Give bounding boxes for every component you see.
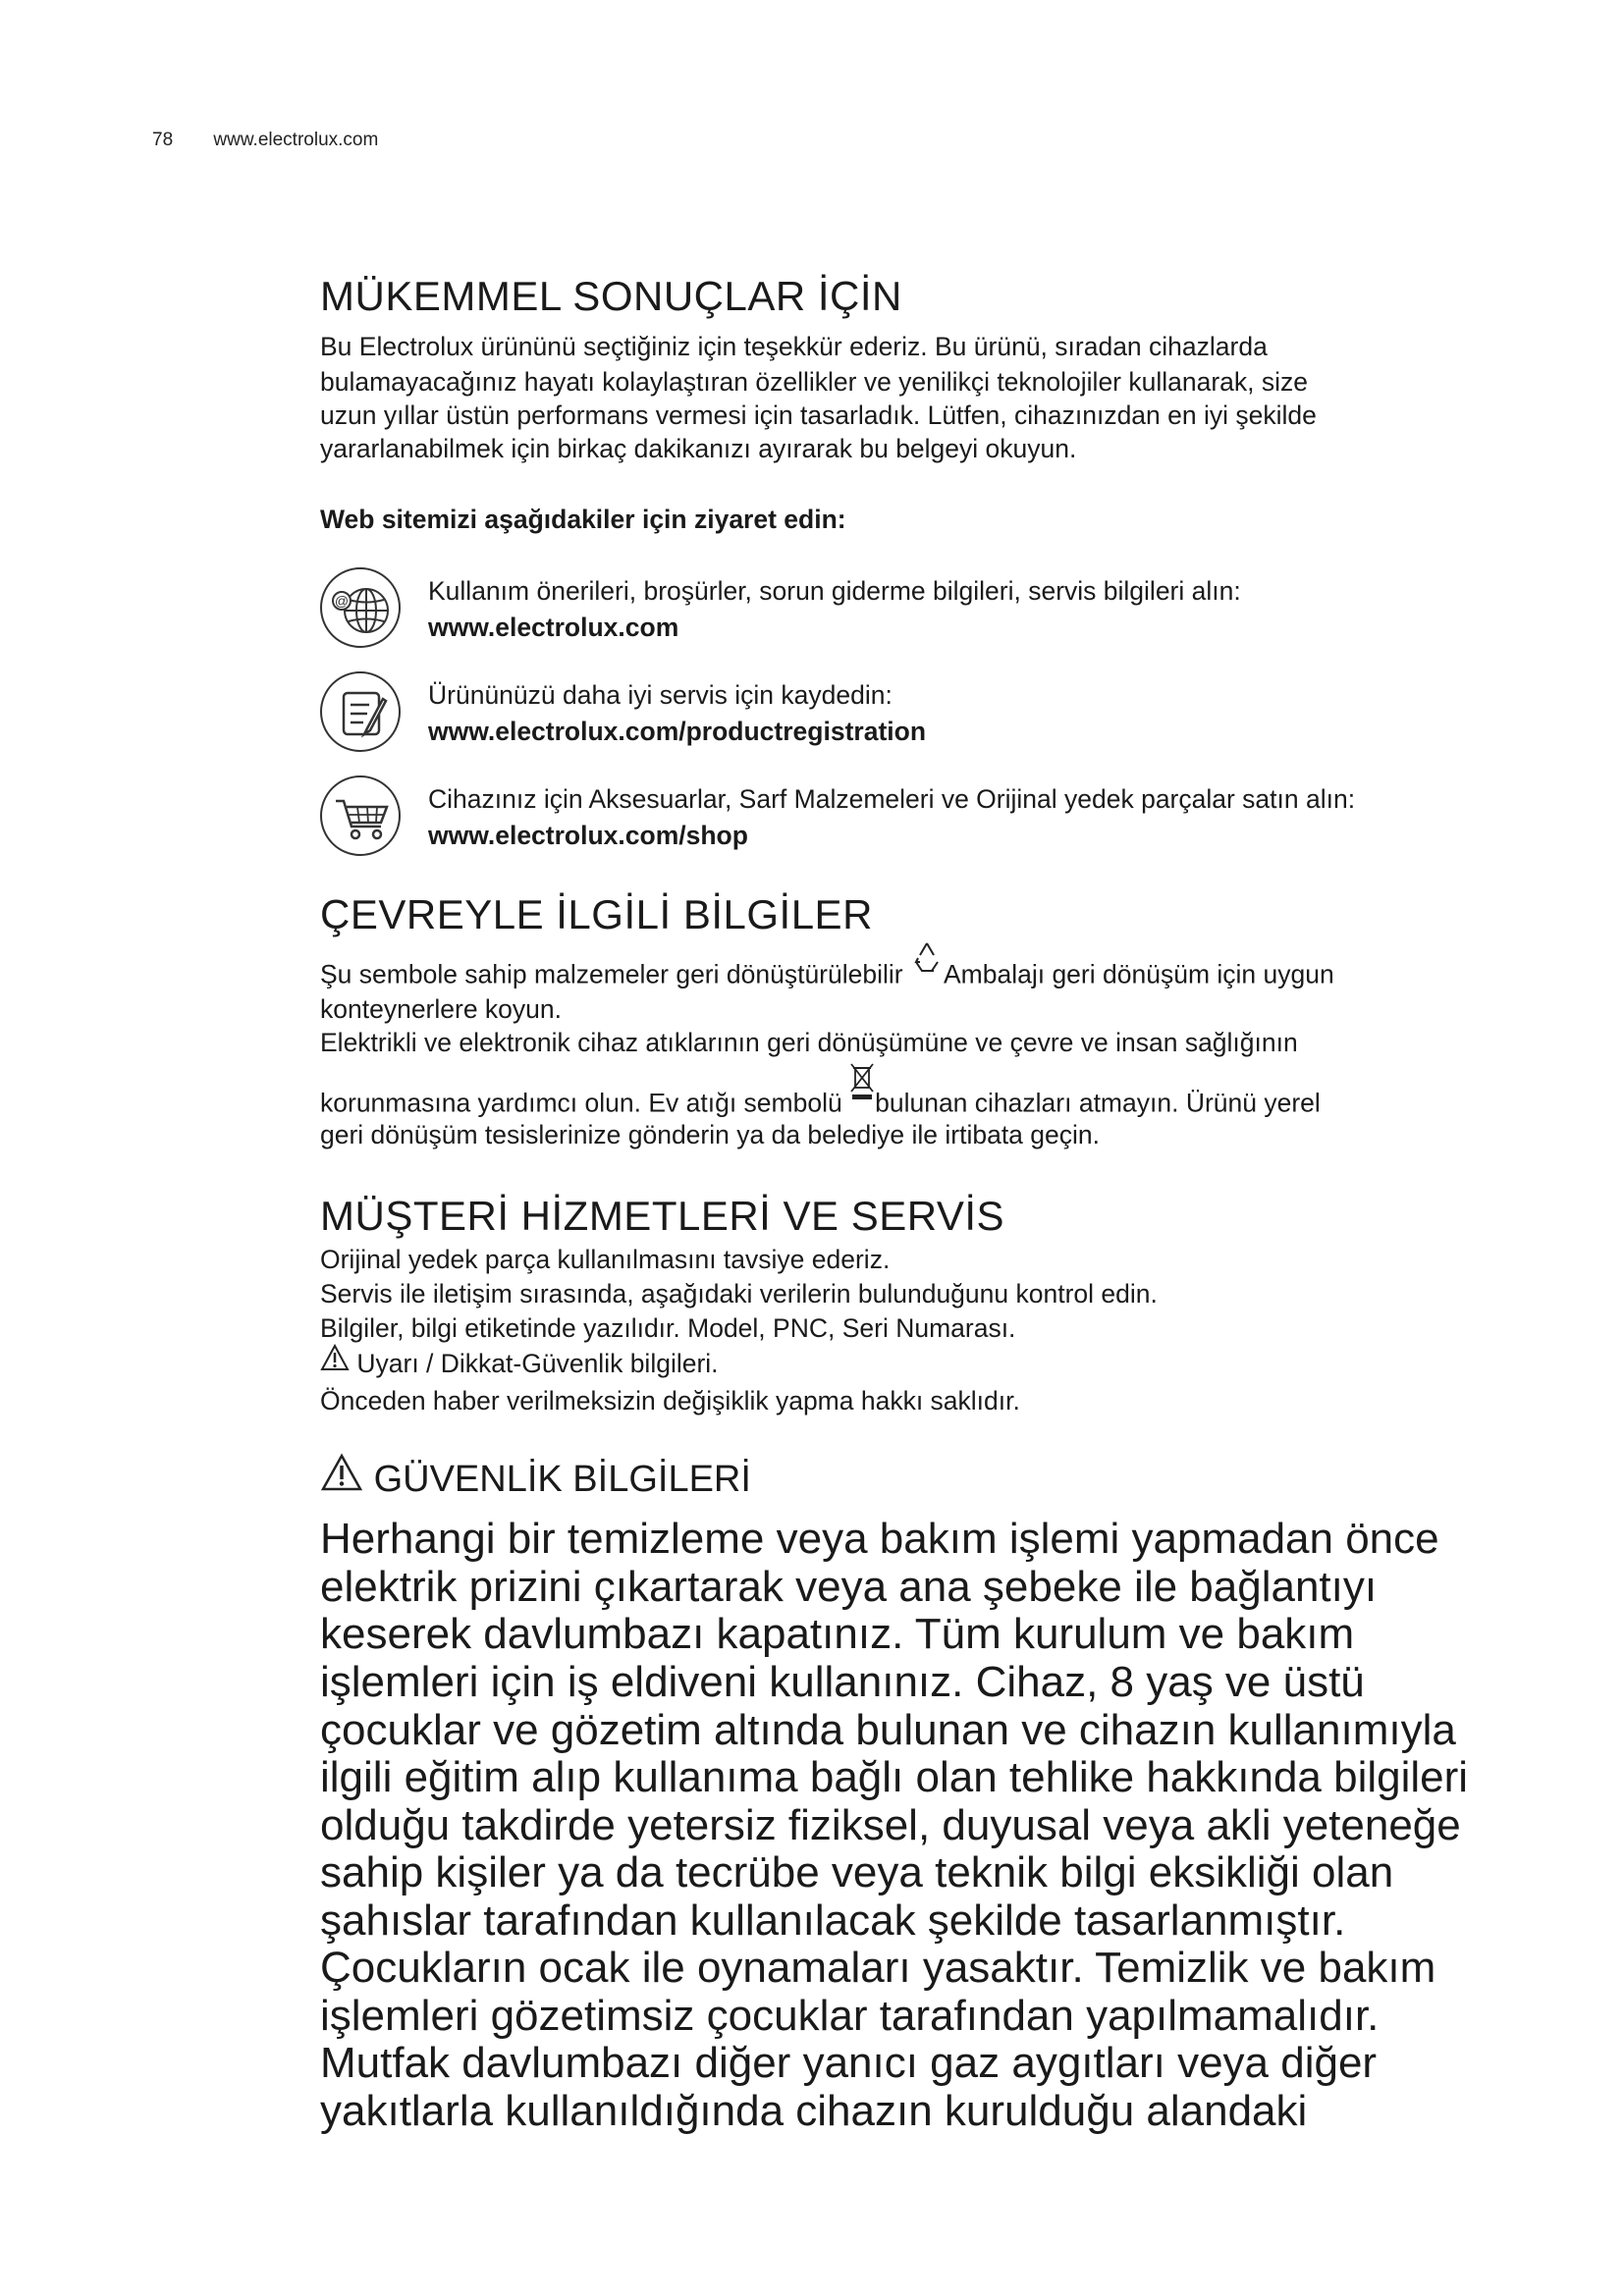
safety-line-12: Mutfak davlumbazı diğer yanıcı gaz aygıtları veya diğer bbox=[320, 2039, 1378, 2087]
web-item-support-text: Kullanım önerileri, broşürler, sorun giderme bilgileri, servis bilgileri alın: bbox=[428, 576, 1241, 606]
safety-line-5: çocuklar ve gözetim altında bulunan ve cihazın kullanımıyla bbox=[320, 1706, 1456, 1754]
safety-line-1: Herhangi bir temizleme veya bakım işlemi yapmadan önce bbox=[320, 1515, 1439, 1563]
intro-line-1: Bu Electrolux ürününü seçtiğiniz için teşekkür ederiz. Bu ürünü, sıradan cihazlarda bbox=[320, 332, 1268, 361]
web-item-registration-text: Ürününüzü daha iyi servis için kaydedin: bbox=[428, 680, 893, 710]
service-line-3: Bilgiler, bilgi etiketinde yazılıdır. Model, PNC, Seri Numarası. bbox=[320, 1313, 1016, 1343]
safety-line-9: şahıslar tarafından kullanılacak şekilde tasarlanmıştır. bbox=[320, 1896, 1346, 1945]
safety-line-3: keserek davlumbazı kapatınız. Tüm kurulum ve bakım bbox=[320, 1610, 1355, 1658]
globe-at-icon bbox=[320, 567, 401, 648]
section-title-results: MÜKEMMEL SONUÇLAR İÇİN bbox=[320, 273, 902, 319]
service-line-2: Servis ile iletişim sırasında, aşağıdaki verilerin bulunduğunu kontrol edin. bbox=[320, 1279, 1158, 1308]
recycle-icon bbox=[912, 940, 942, 985]
svg-text:@: @ bbox=[334, 593, 350, 609]
safety-line-2: elektrik prizini çıkartarak veya ana şebeke ile bağlantıyı bbox=[320, 1563, 1378, 1611]
intro-line-3: uzun yıllar üstün performans vermesi için tasarladık. Lütfen, cihazınızdan en iyi şekilde bbox=[320, 400, 1317, 430]
service-line-5: Önceden haber verilmeksizin değişiklik yapma hakkı saklıdır. bbox=[320, 1386, 1020, 1415]
env-line-4a: korunmasına yardımcı olun. Ev atığı sembolü bbox=[320, 1088, 842, 1118]
env-line-3: Elektrikli ve elektronik cihaz atıklarının geri dönüşümüne ve çevre ve insan sağlığının bbox=[320, 1028, 1298, 1057]
web-heading: Web sitemizi aşağıdakiler için ziyaret edin: bbox=[320, 505, 846, 534]
header-site: www.electrolux.com bbox=[213, 130, 379, 150]
safety-line-4: işlemleri için iş eldiveni kullanınız. Cihaz, 8 yaş ve üstü bbox=[320, 1658, 1365, 1706]
section-title-service: MÜŞTERİ HİZMETLERİ VE SERVİS bbox=[320, 1193, 1005, 1239]
section-title-environment: ÇEVREYLE İLGİLİ BİLGİLER bbox=[320, 891, 873, 937]
web-item-registration bbox=[320, 671, 1547, 770]
warning-icon bbox=[320, 1344, 350, 1382]
shopping-cart-icon bbox=[320, 775, 401, 856]
web-item-shop-text: Cihazınız için Aksesuarlar, Sarf Malzemeleri ve Orijinal yedek parçalar satın alın: bbox=[428, 784, 1356, 814]
link-productregistration[interactable]: www.electrolux.com/productregistration bbox=[428, 717, 927, 746]
intro-line-4: yararlanabilmek için birkaç dakikanızı ayırarak bu belgeyi okuyun. bbox=[320, 434, 1077, 463]
page-number: 78 bbox=[152, 130, 174, 150]
page-header bbox=[152, 130, 378, 151]
safety-line-7: olduğu takdirde yetersiz fiziksel, duyusal veya akli yeteneğe bbox=[320, 1801, 1461, 1849]
registration-form-icon bbox=[320, 671, 401, 752]
web-item-support bbox=[320, 567, 1547, 666]
safety-line-8: sahip kişiler ya da tecrübe veya teknik bilgi eksikliği olan bbox=[320, 1848, 1394, 1896]
link-shop[interactable]: www.electrolux.com/shop bbox=[428, 821, 748, 850]
service-line-1: Orijinal yedek parça kullanılmasını tavsiye ederiz. bbox=[320, 1245, 891, 1274]
warning-icon bbox=[320, 1453, 363, 1502]
env-line-5: geri dönüşüm tesislerinize gönderin ya da belediye ile irtibata geçin. bbox=[320, 1120, 1100, 1149]
section-title-safety bbox=[320, 1457, 751, 1506]
env-line-2: konteynerlere koyun. bbox=[320, 994, 563, 1024]
env-line-1b: Ambalajı geri dönüşüm için uygun bbox=[943, 959, 1334, 989]
link-electrolux[interactable]: www.electrolux.com bbox=[428, 613, 679, 642]
crossed-bin-icon bbox=[847, 1062, 877, 1112]
safety-title-text: GÜVENLİK BİLGİLERİ bbox=[373, 1459, 751, 1501]
safety-line-11: işlemleri gözetimsiz çocuklar tarafından yapılmamalıdır. bbox=[320, 1992, 1380, 2040]
intro-line-2: bulamayacağınız hayatı kolaylaştıran özellikler ve yenilikçi teknolojiler kullanarak, size bbox=[320, 367, 1309, 397]
safety-line-10: Çocukların ocak ile oynamaları yasaktır. Temizlik ve bakım bbox=[320, 1944, 1436, 1992]
service-line-4 bbox=[320, 1345, 719, 1384]
web-item-shop bbox=[320, 775, 1547, 874]
env-line-1a: Şu sembole sahip malzemeler geri dönüştürülebilir bbox=[320, 959, 903, 989]
safety-line-6: ilgili eğitim alıp kullanıma bağlı olan tehlike hakkında bilgileri bbox=[320, 1753, 1469, 1801]
service-line-4-text: Uyarı / Dikkat-Güvenlik bilgileri. bbox=[356, 1349, 719, 1378]
safety-line-13: yakıtlarla kullanıldığında cihazın kurulduğu alandaki bbox=[320, 2087, 1308, 2135]
env-line-4b: bulunan cihazları atmayın. Ürünü yerel bbox=[875, 1088, 1321, 1118]
